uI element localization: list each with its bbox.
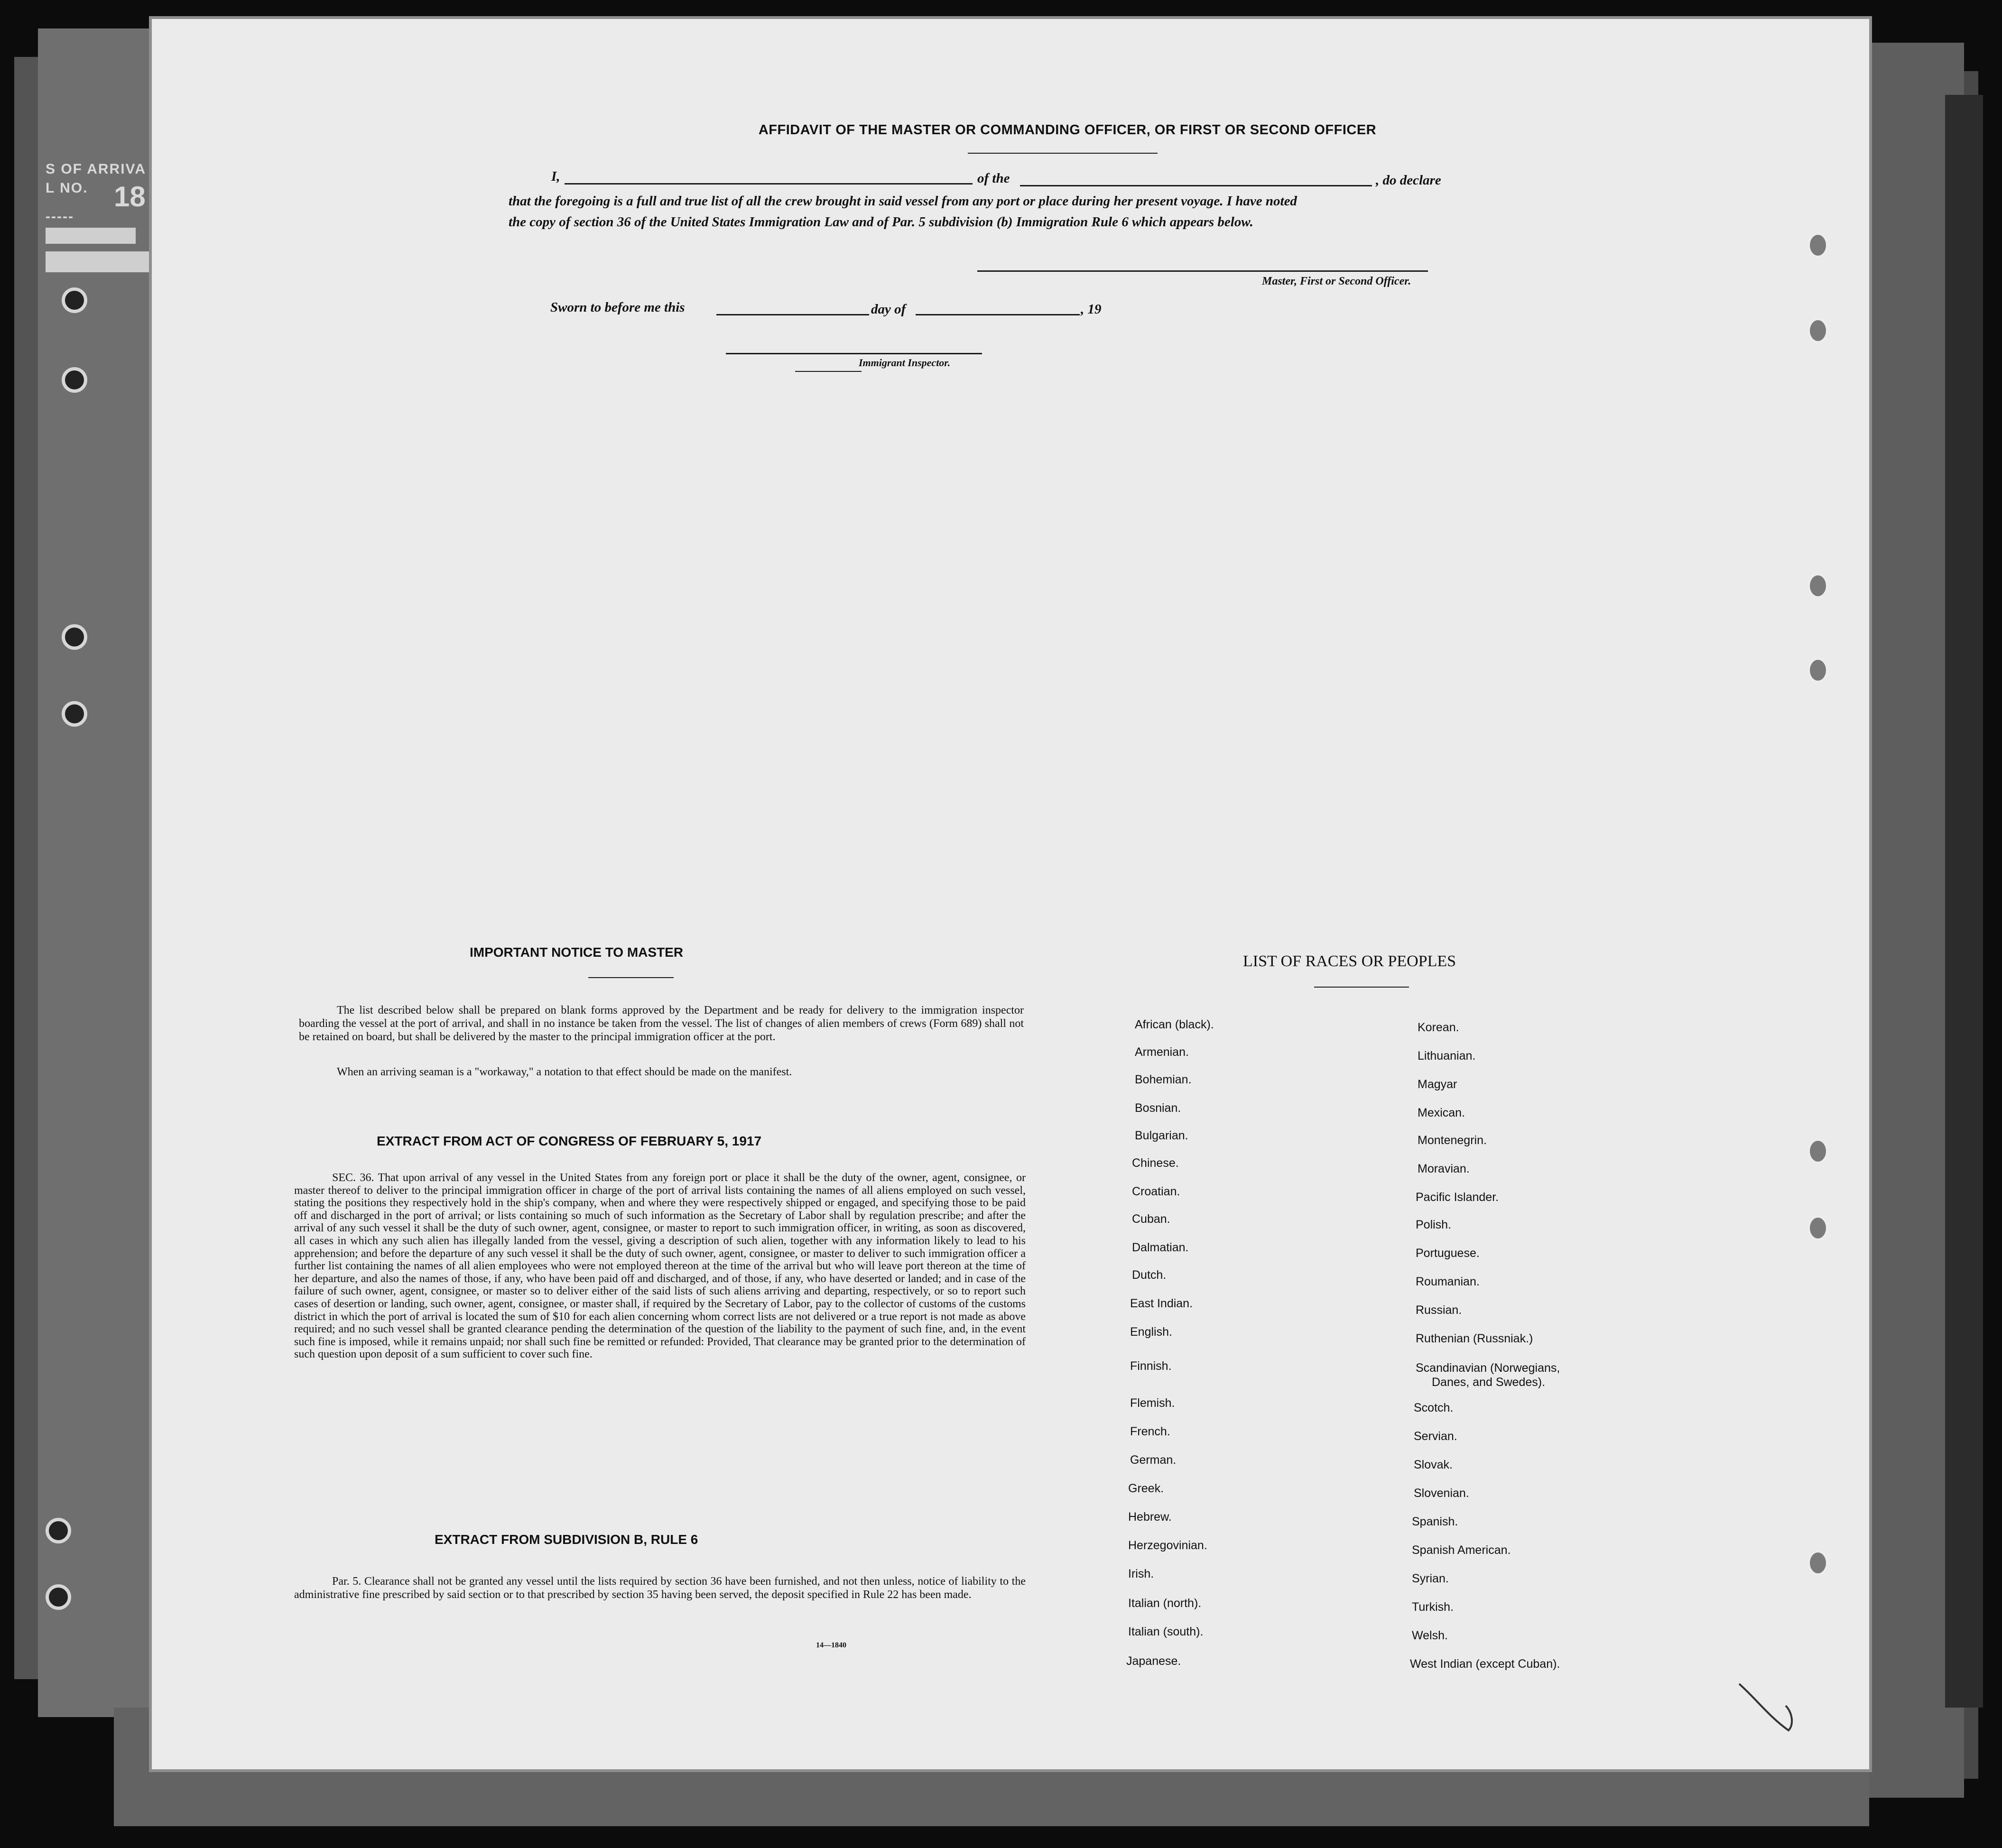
binder-ring-icon: [62, 701, 87, 727]
heading-divider: [588, 977, 674, 978]
notice-paragraph: When an arriving seaman is a "workaway," a notation to that effect should be made on the manifest.: [337, 1066, 792, 1078]
pencil-mark-icon: [1736, 1679, 1803, 1736]
race-item: Ruthenian (Russniak.): [1416, 1332, 1533, 1345]
declarant-label: I,: [551, 169, 560, 184]
race-item: Bulgarian.: [1135, 1129, 1188, 1142]
master-signature-label: Master, First or Second Officer.: [1262, 275, 1411, 287]
race-item: Chinese.: [1132, 1156, 1179, 1170]
race-item: Bosnian.: [1135, 1101, 1181, 1115]
affidavit-title: AFFIDAVIT OF THE MASTER OR COMMANDING OFFICER, OR FIRST OR SECOND OFFICER: [758, 122, 1377, 138]
underlying-form-text: S OF ARRIVA: [46, 161, 147, 177]
race-item: Irish.: [1128, 1567, 1154, 1580]
notice-paragraph: The list described below shall be prepared on blank forms approved by the Department and be ready for delivery to the immigration inspector boarding the vessel at the port of arrival, and shall in no instance be taken from the vessel. The list of changes of alien members of crews (Form 689) shall not be retained on board, but shall be delivered by the master to the principal immigration officer at the port.: [299, 1004, 1024, 1043]
underlying-form-stamp: [46, 251, 155, 272]
race-item: Spanish.: [1412, 1515, 1458, 1528]
punch-hole-icon: [1807, 573, 1828, 599]
act-extract-heading: EXTRACT FROM ACT OF CONGRESS OF FEBRUARY 5, 1917: [377, 1134, 762, 1148]
title-divider: [968, 153, 1158, 154]
race-item-continuation: Danes, and Swedes).: [1432, 1376, 1546, 1389]
declare-label: , do declare: [1376, 173, 1441, 188]
binder-ring-icon: [62, 624, 87, 650]
race-item: Syrian.: [1412, 1572, 1449, 1585]
declarant-name-field[interactable]: [565, 183, 973, 185]
background-sheet: [1945, 95, 1983, 1708]
race-item: Flemish.: [1130, 1396, 1175, 1410]
race-item: Slovak.: [1414, 1458, 1453, 1471]
vessel-name-field[interactable]: [1020, 185, 1372, 186]
race-item: Roumanian.: [1416, 1275, 1480, 1288]
race-item: Greek.: [1128, 1482, 1164, 1495]
race-item: German.: [1130, 1453, 1177, 1467]
punch-hole-icon: [1807, 1138, 1828, 1164]
race-item: Hebrew.: [1128, 1510, 1172, 1524]
race-item: Servian.: [1414, 1430, 1457, 1443]
race-item: Dalmatian.: [1132, 1241, 1189, 1254]
sworn-label: Sworn to before me this: [550, 300, 685, 315]
punch-hole-icon: [1807, 1215, 1828, 1241]
master-signature-field[interactable]: [977, 270, 1428, 272]
declaration-text: the copy of section 36 of the United States Immigration Law and of Par. 5 subdivision (b) Immigration Rule 6 which appears below.: [509, 214, 1253, 230]
sworn-month-field[interactable]: [916, 314, 1080, 315]
vessel-of-label: of the: [977, 171, 1010, 186]
race-item: Dutch.: [1132, 1268, 1167, 1282]
race-item: Turkish.: [1412, 1600, 1454, 1614]
race-item: Cuban.: [1132, 1212, 1170, 1226]
underlying-form-text: -----: [46, 209, 74, 224]
race-item: Spanish American.: [1412, 1543, 1511, 1557]
race-item: African (black).: [1135, 1018, 1214, 1031]
race-item: Magyar: [1418, 1078, 1457, 1091]
paragraph-5-text: Par. 5. Clearance shall not be granted any vessel until the lists required by section 36 have been furnished, and not then unless, notice of liability to the administrative fine prescribed by said section or to that prescribed by section 35 having been served, the deposit specified in Rule 22 has been made.: [294, 1575, 1026, 1601]
race-item: Croatian.: [1132, 1185, 1180, 1198]
race-item: Finnish.: [1130, 1359, 1172, 1373]
race-item: Scotch.: [1414, 1401, 1454, 1414]
race-item: Pacific Islander.: [1416, 1191, 1499, 1204]
race-item: Mexican.: [1418, 1106, 1465, 1119]
inspector-rule: [795, 371, 862, 372]
binder-ring-icon: [46, 1518, 71, 1543]
race-item: Russian.: [1416, 1303, 1462, 1317]
race-item: Lithuanian.: [1418, 1049, 1476, 1063]
punch-hole-icon: [1807, 232, 1828, 258]
race-item: Italian (south).: [1128, 1625, 1204, 1638]
year-label: , 19: [1081, 302, 1102, 317]
underlying-form-text: L NO.: [46, 180, 88, 196]
race-item: Scandinavian (Norwegians,: [1416, 1361, 1560, 1375]
underlying-form-number: 18: [114, 181, 146, 213]
rule-extract-heading: EXTRACT FROM SUBDIVISION B, RULE 6: [435, 1532, 698, 1547]
race-item: Korean.: [1418, 1021, 1459, 1034]
race-item: Herzegovinian.: [1128, 1539, 1207, 1552]
form-number: 14—1840: [816, 1641, 846, 1649]
background-sheet: [38, 28, 164, 1717]
notice-heading: IMPORTANT NOTICE TO MASTER: [470, 945, 684, 960]
punch-hole-icon: [1807, 657, 1828, 683]
punch-hole-icon: [1807, 1550, 1828, 1576]
race-item: Slovenian.: [1414, 1487, 1469, 1500]
underlying-form-stamp: [46, 228, 136, 244]
race-item: Welsh.: [1412, 1629, 1448, 1642]
race-item: French.: [1130, 1425, 1170, 1438]
binder-ring-icon: [62, 287, 87, 313]
race-item: Portuguese.: [1416, 1247, 1480, 1260]
race-item: Moravian.: [1418, 1162, 1470, 1175]
declaration-text: that the foregoing is a full and true list of all the crew brought in said vessel from any port or place during her present voyage. I have noted: [509, 194, 1297, 209]
race-item: Bohemian.: [1135, 1073, 1192, 1086]
race-item: English.: [1130, 1325, 1172, 1339]
inspector-signature-field[interactable]: [726, 353, 982, 354]
races-heading: LIST OF RACES OR PEOPLES: [1243, 952, 1456, 970]
punch-hole-icon: [1807, 318, 1828, 343]
inspector-label: Immigrant Inspector.: [859, 357, 951, 369]
binder-ring-icon: [46, 1584, 71, 1610]
race-item: Italian (north).: [1128, 1597, 1202, 1610]
affidavit-form-page: [152, 19, 1869, 1769]
sworn-day-field[interactable]: [716, 314, 869, 315]
heading-divider: [1314, 987, 1409, 988]
race-item: East Indian.: [1130, 1297, 1193, 1310]
race-item: Armenian.: [1135, 1045, 1189, 1059]
race-item: Japanese.: [1126, 1654, 1181, 1668]
day-of-label: day of: [871, 302, 906, 317]
section-36-text: SEC. 36. That upon arrival of any vessel in the United States from any foreign port or place it shall be the duty of the owner, agent, consignee, or master thereof to deliver to the principal immigration officer in charge of the port of arrival lists containing the names of all aliens employed on such vessel, stating the positions they respectively hold in the ship's company, when and where they were respectively shipped or engaged, and specifying those to be paid off and discharged in the port of arrival; or lists containing so much of such information as the Secretary of Labor shall by regulation prescribe; and after the arrival of any such vessel it shall be the duty of such owner, agent, consignee, or master to report to such immigration officer, in writing, as soon as discovered, all cases in which any such alien has illegally landed from the vessel, giving a description of such alien, together with any information likely to lead to his apprehension; and before the departure of any such vessel it shall be the duty of such owner, agent, consignee, or master to deliver to such immigration officer a further list containing the names of all alien employees who were not employed thereon at the time of the arrival but who will leave port thereon at the time of her departure, and also the names of those, if any, who have been paid off and discharged, and of those, if any, who have deserted or landed; and in case of the failure of such owner, agent, consignee, or master so to deliver either of the said lists of such aliens arriving and departing, respectively, or so to report such cases of desertion or landing, such owner, agent, consignee, or master shall, if required by the Secretary of Labor, pay to the collector of customs of the customs district in which the port of arrival is located the sum of $10 for each alien concerning whom correct lists are not delivered or a true report is not made as above required; and no such vessel shall be granted clearance pending the determination of the question of the liability to the payment of such fine, and, in the event such fine is imposed, while it remains unpaid; nor shall such fine be remitted or refunded: Provided, That clearance may be granted prior to the determination of such question upon deposit of a sum sufficient to cover such fine.: [294, 1172, 1026, 1361]
race-item: West Indian (except Cuban).: [1410, 1657, 1560, 1671]
race-item: Polish.: [1416, 1218, 1452, 1231]
binder-ring-icon: [62, 367, 87, 393]
race-item: Montenegrin.: [1418, 1134, 1487, 1147]
